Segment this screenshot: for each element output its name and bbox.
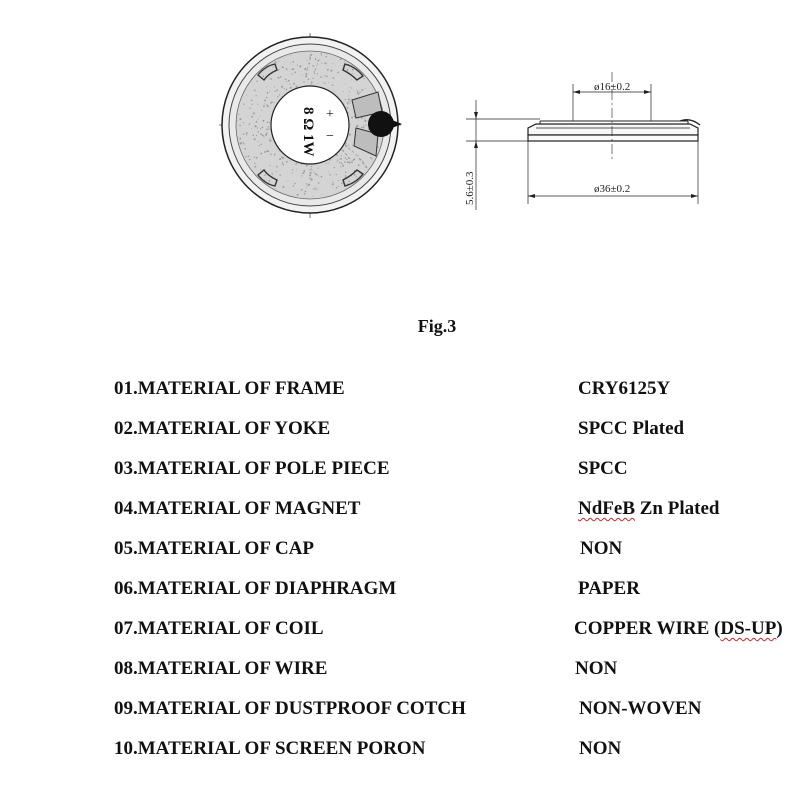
material-row-coil [0, 618, 800, 644]
speaker-marking-text: 8 Ω 1W [300, 107, 316, 157]
figure-caption: Fig.3 [417, 316, 457, 336]
material-value: COPPER WIRE (DS-UP) [574, 618, 783, 639]
material-value: NdFeB Zn Plated [578, 498, 720, 519]
material-label: 07.MATERIAL OF COIL [114, 618, 324, 639]
material-label: 02.MATERIAL OF YOKE [114, 418, 331, 439]
dimension-inner-diameter: ø16±0.2 [594, 81, 631, 93]
material-label: 03.MATERIAL OF POLE PIECE [114, 458, 390, 479]
material-row-frame [0, 378, 800, 404]
material-row-magnet [0, 498, 800, 524]
material-label: 10.MATERIAL OF SCREEN PORON [114, 738, 426, 759]
material-row-cap [0, 538, 800, 564]
material-value: SPCC [578, 458, 628, 479]
material-label: 05.MATERIAL OF CAP [114, 538, 315, 559]
spellcheck-underline: DS-UP [720, 618, 777, 639]
material-value: CRY6125Y [578, 378, 671, 399]
dimension-height: 5.6±0.3 [464, 171, 476, 205]
material-value: SPCC Plated [578, 418, 685, 439]
material-row-yoke [0, 418, 800, 444]
material-value: NON [580, 538, 623, 559]
material-label: 01.MATERIAL OF FRAME [114, 378, 345, 399]
material-label: 04.MATERIAL OF MAGNET [114, 498, 361, 519]
material-row-diaphragm [0, 578, 800, 604]
plus-polarity-mark: + [326, 107, 334, 122]
material-label: 06.MATERIAL OF DIAPHRAGM [114, 578, 397, 599]
speaker-side-view [466, 72, 700, 210]
minus-polarity-mark: − [326, 129, 334, 144]
material-value: PAPER [578, 578, 640, 599]
dimension-outer-diameter: ø36±0.2 [594, 183, 631, 195]
material-row-dustproof-cotch [0, 698, 800, 724]
spellcheck-underline: NdFeB [578, 498, 635, 519]
material-label: 08.MATERIAL OF WIRE [114, 658, 328, 679]
material-label: 09.MATERIAL OF DUSTPROOF COTCH [114, 698, 466, 719]
material-value: NON-WOVEN [579, 698, 702, 719]
material-value: NON [575, 658, 618, 679]
material-row-wire [0, 658, 800, 684]
material-value: NON [579, 738, 622, 759]
material-row-pole-piece [0, 458, 800, 484]
speaker-front-view [219, 33, 402, 218]
material-row-screen-poron [0, 738, 800, 764]
speaker-technical-drawing [0, 0, 800, 300]
